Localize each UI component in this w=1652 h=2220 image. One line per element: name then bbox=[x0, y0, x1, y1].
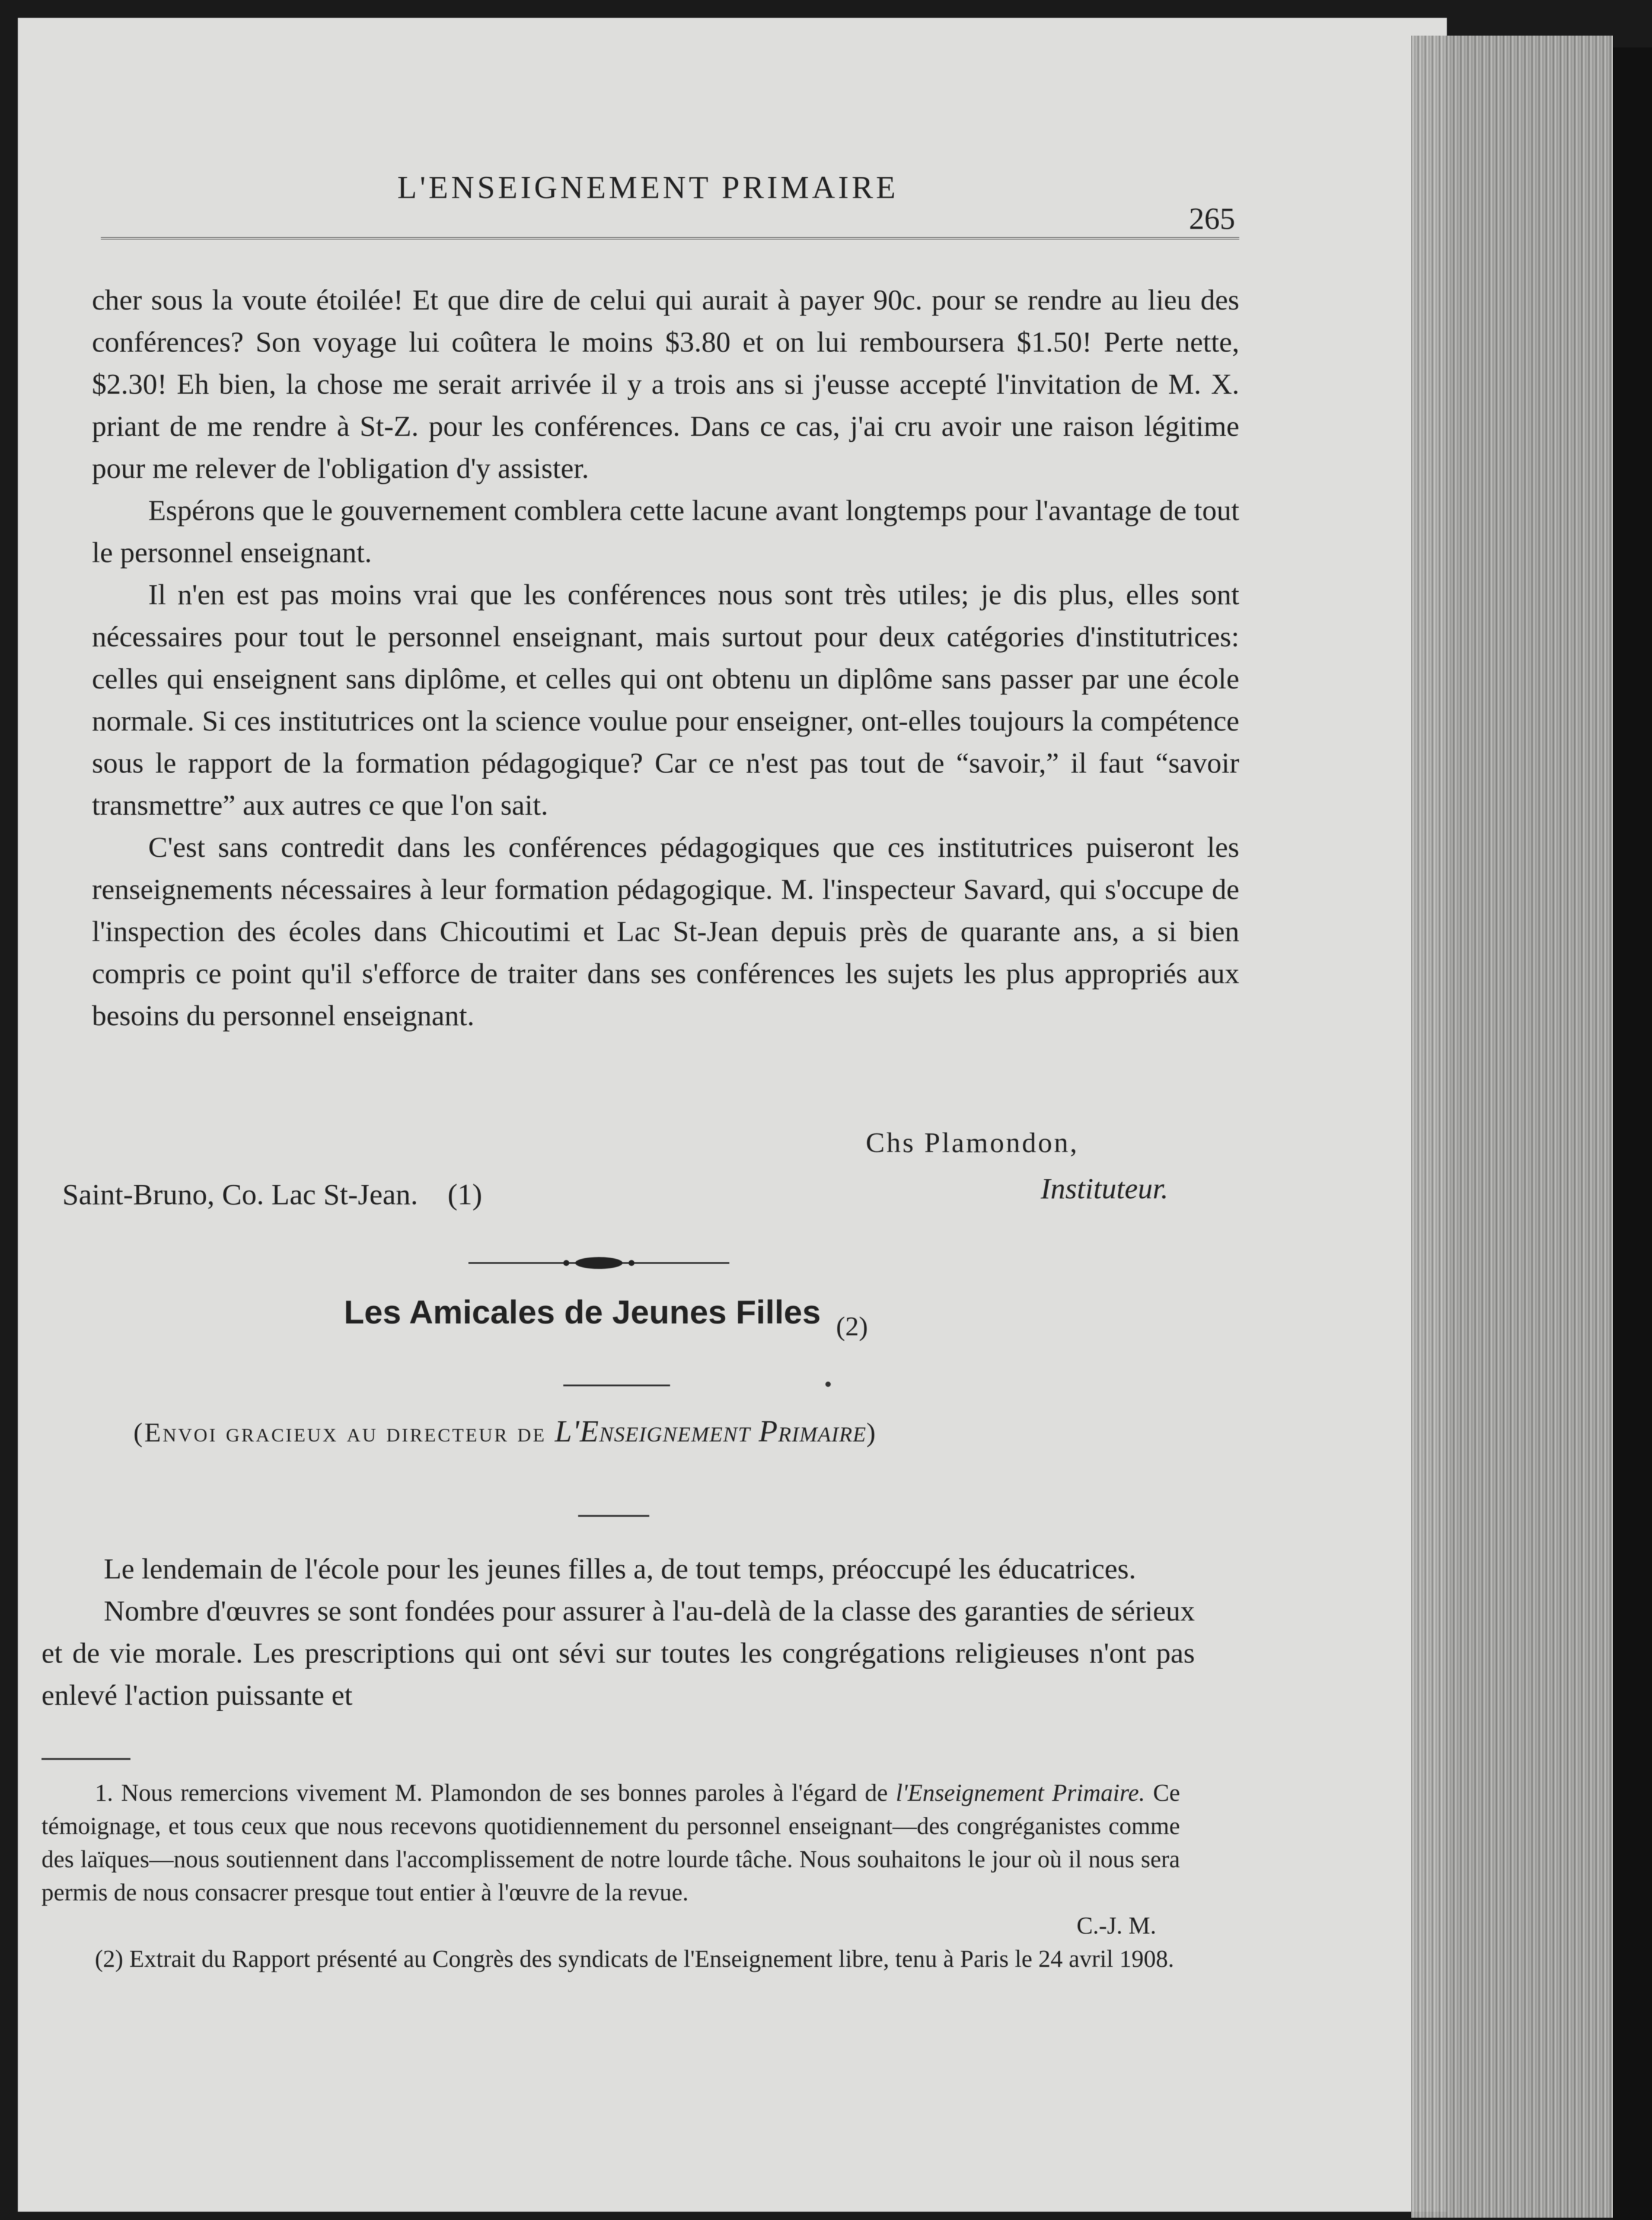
footnote-1-marker: 1. bbox=[95, 1779, 113, 1806]
footnote-1-title: l'Enseignement Primaire. bbox=[895, 1779, 1146, 1806]
page-number: 265 bbox=[1189, 202, 1235, 236]
author-role: Instituteur. bbox=[1041, 1172, 1169, 1205]
dedication-suffix: ) bbox=[866, 1417, 878, 1447]
dedication-journal-title: L'Enseignement Primaire bbox=[554, 1415, 867, 1449]
dot-mark bbox=[825, 1382, 831, 1387]
article-body bbox=[92, 279, 1239, 1036]
footnote-rule bbox=[42, 1758, 130, 1760]
book-page bbox=[18, 18, 1447, 2212]
section-title: Les Amicales de Jeunes Filles bbox=[344, 1293, 821, 1331]
running-head: L'ENSEIGNEMENT PRIMAIRE bbox=[397, 170, 899, 205]
author-name: Chs Plamondon, bbox=[866, 1127, 1079, 1159]
footnote-1 bbox=[42, 1776, 1180, 1942]
short-rule bbox=[563, 1385, 670, 1386]
paragraph: Le lendemain de l'école pour les jeunes filles a, de tout temps, préoccupé les éducatrices. bbox=[104, 1552, 1136, 1585]
section-body bbox=[42, 1548, 1195, 1716]
paragraph: Nombre d'œuvres se sont fondées pour assurer à l'au-delà de la classe des garanties de sérieux et de vie morale. Les prescriptions qui ont sévi sur toutes les congrégations religieuses n'ont pas enlevé l'action puissante et bbox=[42, 1594, 1195, 1711]
paragraph: Espérons que le gouvernement comblera cette lacune avant longtemps pour l'avantage de tout le personnel enseignant. bbox=[92, 494, 1239, 569]
footnote-1-initials: C.-J. M. bbox=[1076, 1912, 1156, 1939]
book-page-edges bbox=[1411, 36, 1613, 2218]
paragraph: cher sous la voute étoilée! Et que dire de celui qui aurait à payer 90c. pour se rendre au lieu des conférences? Son voyage lui coûtera le moins $3.80 et on lui remboursera $1.50! Perte nette, $2.30! Eh bien, la chose me serait arrivée il y a trois ans si j'eusse accepté l'invitation de M. X. priant de me rendre à St-Z. pour les conférences. Dans ce cas, j'ai cru avoir une raison légitime pour me relever de l'obligation d'y assister. bbox=[92, 283, 1239, 484]
paragraph: Il n'en est pas moins vrai que les conférences nous sont très utiles; je dis plus, elles sont nécessaires pour tout le personnel enseignant, mais surtout pour deux catégories d'institutrices: celles qui enseignent sans diplôme, et celles qui ont obtenu un diplôme sans passer par une école normale. Si ces institutrices ont la science voulue pour enseigner, ont-elles toujours la compétence sous le rapport de la formation pédagogique? Car ce n'est pas tout de “savoir,” il faut “savoir transmettre” aux autres ce que l'on sait. bbox=[92, 578, 1239, 821]
ornament-divider bbox=[468, 1254, 729, 1272]
footnote-ref-1: (1) bbox=[447, 1178, 483, 1211]
footnote-2 bbox=[42, 1942, 1180, 1975]
footnotes bbox=[42, 1776, 1180, 1975]
dedication-prefix: (Envoi gracieux au directeur de bbox=[133, 1417, 547, 1447]
author-place bbox=[62, 1177, 482, 1211]
footnote-1-lead: Nous remercions vivement M. Plamondon de ses bonnes paroles à l'égard de bbox=[121, 1779, 888, 1806]
dedication-line bbox=[133, 1414, 877, 1449]
book-spine-shadow bbox=[1613, 47, 1652, 2220]
footnote-2-text: Extrait du Rapport présenté au Congrès des syndicats de l'Enseignement libre, tenu à Paris le 24 avril 1908. bbox=[129, 1945, 1175, 1972]
footnote-2-marker: (2) bbox=[95, 1945, 123, 1972]
footnote-1-text: Ce témoignage, et tous ceux que nous recevons quotidiennement du personnel enseignant—des congréganistes comme des laïques—nous soutiennent dans l'accomplissement de notre lourde tâche. Nous souhaitons le jour où il nous sera permis de nous consacrer presque tout entier à l'œuvre de la revue. bbox=[42, 1779, 1181, 1906]
paragraph: C'est sans contredit dans les conférences pédagogiques que ces institutrices puiseront les renseignements nécessaires à leur formation pédagogique. M. l'inspecteur Savard, qui s'occupe de l'inspection des écoles dans Chicoutimi et Lac St-Jean depuis près de quarante ans, a si bien compris ce point qu'il s'efforce de traiter dans ses conférences les sujets les plus appropriés aux besoins du personnel enseignant. bbox=[92, 831, 1239, 1032]
place-text: Saint-Bruno, Co. Lac St-Jean. bbox=[62, 1178, 418, 1211]
footnote-ref-2: (2) bbox=[836, 1311, 868, 1341]
short-rule bbox=[578, 1515, 649, 1517]
header-rule bbox=[101, 237, 1239, 240]
